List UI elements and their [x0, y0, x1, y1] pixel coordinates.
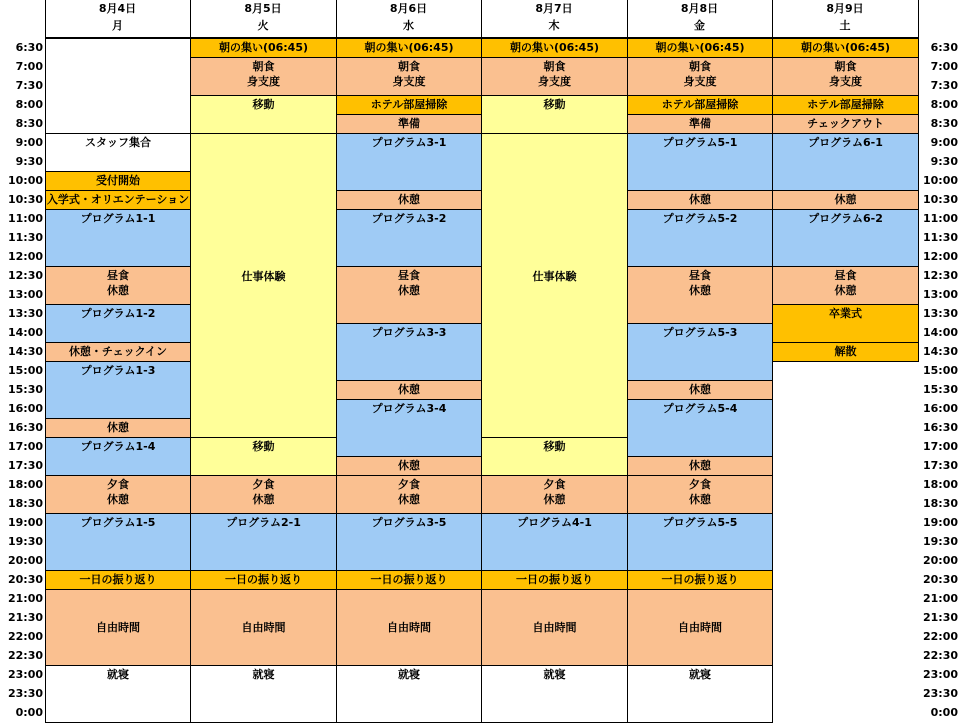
- block-label: プログラム3-1: [371, 136, 447, 149]
- schedule-block[interactable]: [190, 38, 337, 58]
- block-label: 自由時間: [532, 621, 577, 634]
- time-label-right: 18:00: [922, 478, 958, 491]
- header-date: 8月6日: [389, 2, 428, 15]
- schedule-block[interactable]: [481, 437, 628, 476]
- time-label-right: 10:00: [922, 174, 958, 187]
- block-label: プログラム5-5: [662, 516, 738, 529]
- schedule-block[interactable]: [772, 38, 919, 58]
- block-label: プログラム5-1: [662, 136, 738, 149]
- block-label: プログラム3-5: [371, 516, 447, 529]
- block-label: 解散: [834, 345, 857, 358]
- block-label: プログラム5-2: [662, 212, 738, 225]
- time-label-left: 9:30: [15, 155, 43, 168]
- time-label-right: 7:30: [930, 79, 958, 92]
- schedule-block[interactable]: [336, 589, 482, 666]
- block-label: 卒業式: [829, 307, 862, 320]
- header-date: 8月8日: [680, 2, 719, 15]
- header-date: 8月7日: [535, 2, 573, 15]
- schedule-block[interactable]: [45, 171, 191, 191]
- time-label-left: 8:00: [15, 98, 43, 111]
- block-label: 朝の集い(06:45): [509, 41, 600, 54]
- block-label: 朝の集い(06:45): [218, 41, 309, 54]
- block-label: 休憩: [689, 383, 711, 396]
- time-label-left: 22:00: [7, 630, 43, 643]
- schedule-block[interactable]: [190, 665, 337, 723]
- schedule-block[interactable]: [45, 38, 191, 134]
- block-label: 夕食: [252, 478, 275, 491]
- schedule-block[interactable]: [336, 399, 482, 457]
- block-label: 昼食: [689, 269, 711, 282]
- block-label: プログラム5-4: [662, 402, 738, 415]
- time-label-right: 22:30: [922, 649, 958, 662]
- block-label: 身支度: [247, 75, 280, 88]
- schedule-block[interactable]: [336, 475, 482, 514]
- schedule-block[interactable]: [481, 133, 628, 438]
- block-label: プログラム3-2: [371, 212, 447, 225]
- schedule-block[interactable]: [627, 589, 773, 666]
- time-label-left: 8:30: [15, 117, 43, 130]
- schedule-block[interactable]: [336, 456, 482, 476]
- block-label: プログラム1-5: [80, 516, 156, 529]
- block-label: 仕事体験: [532, 270, 577, 283]
- schedule-block[interactable]: [336, 95, 482, 115]
- schedule-block[interactable]: [627, 380, 773, 400]
- schedule-block[interactable]: [45, 418, 191, 438]
- block-label: 自由時間: [241, 621, 286, 634]
- time-label-left: 7:00: [15, 60, 43, 73]
- block-label: 一日の振り返り: [661, 573, 739, 586]
- schedule-block[interactable]: [336, 323, 482, 381]
- time-label-left: 16:00: [7, 402, 43, 415]
- time-label-left: 14:00: [7, 326, 43, 339]
- schedule-block[interactable]: [336, 190, 482, 210]
- schedule-block[interactable]: [190, 475, 337, 514]
- block-label: 身支度: [392, 75, 426, 88]
- time-label-right: 15:30: [922, 383, 958, 396]
- schedule-block[interactable]: [627, 57, 773, 96]
- block-label: 身支度: [829, 75, 862, 88]
- schedule-block[interactable]: [627, 456, 773, 476]
- header-bottom-border: [45, 37, 918, 38]
- schedule-block[interactable]: [190, 589, 337, 666]
- block-label: 朝の集い(06:45): [364, 41, 454, 54]
- time-label-right: 22:00: [922, 630, 958, 643]
- block-label: 朝の集い(06:45): [800, 41, 891, 54]
- block-label: チェックアウト: [807, 117, 884, 130]
- block-label: 朝食: [543, 60, 566, 73]
- block-label: 朝食: [398, 60, 420, 73]
- block-label: ホテル部屋掃除: [370, 98, 448, 111]
- header-weekday: 水: [403, 19, 414, 32]
- block-label: 夕食: [543, 478, 566, 491]
- header-date: 8月9日: [826, 2, 864, 15]
- time-label-left: 12:00: [7, 250, 43, 263]
- header-weekday: 金: [694, 19, 705, 32]
- block-label: 休憩: [398, 459, 420, 472]
- schedule-block[interactable]: [190, 437, 337, 476]
- header-date: 8月4日: [98, 2, 137, 15]
- schedule-block[interactable]: [45, 589, 191, 666]
- time-label-left: 10:30: [7, 193, 43, 206]
- block-label: 自由時間: [387, 621, 431, 634]
- schedule-block[interactable]: [772, 342, 919, 362]
- block-label: 朝食: [689, 60, 711, 73]
- block-label: プログラム6-2: [808, 212, 883, 225]
- time-label-right: 20:00: [922, 554, 958, 567]
- block-label: 準備: [398, 117, 420, 130]
- block-label: プログラム2-1: [226, 516, 301, 529]
- time-label-right: 14:00: [922, 326, 958, 339]
- time-label-right: 12:00: [922, 250, 958, 263]
- block-label: 休憩: [834, 193, 857, 206]
- schedule-block[interactable]: [336, 114, 482, 134]
- time-label-left: 23:30: [7, 687, 43, 700]
- schedule-block[interactable]: [627, 475, 773, 514]
- block-label: 休憩: [107, 493, 129, 506]
- block-label: 昼食: [834, 269, 857, 282]
- schedule-block[interactable]: [481, 589, 628, 666]
- time-label-right: 6:30: [930, 41, 958, 54]
- time-label-right: 17:00: [922, 440, 958, 453]
- block-label: 昼食: [398, 269, 420, 282]
- schedule-block[interactable]: [772, 209, 919, 267]
- schedule-block[interactable]: [336, 38, 482, 58]
- schedule-block[interactable]: [481, 513, 628, 571]
- schedule-block[interactable]: [45, 209, 191, 267]
- schedule-block[interactable]: [481, 475, 628, 514]
- schedule-block[interactable]: [772, 266, 919, 305]
- schedule-block[interactable]: [45, 304, 191, 343]
- block-label: 夕食: [689, 478, 711, 491]
- block-label: 入学式・オリエンテーション: [46, 193, 190, 206]
- header-date: 8月5日: [244, 2, 282, 15]
- block-label: プログラム5-3: [662, 326, 738, 339]
- time-label-left: 20:30: [7, 573, 43, 586]
- block-label: 休憩: [252, 493, 275, 506]
- header-divider: [481, 0, 482, 38]
- block-label: ホテル部屋掃除: [661, 98, 739, 111]
- block-label: 休憩: [689, 493, 711, 506]
- time-label-right: 19:30: [922, 535, 958, 548]
- time-label-right: 13:30: [922, 307, 958, 320]
- schedule-block[interactable]: [45, 665, 191, 723]
- schedule-block[interactable]: [627, 114, 773, 134]
- time-label-left: 20:00: [7, 554, 43, 567]
- block-label: 移動: [543, 440, 566, 453]
- block-label: 就寝: [107, 668, 129, 681]
- schedule-block[interactable]: [627, 665, 773, 723]
- time-label-left: 21:30: [7, 611, 43, 624]
- block-label: 休憩: [834, 284, 857, 297]
- block-label: 休憩: [398, 284, 420, 297]
- time-label-right: 8:00: [930, 98, 958, 111]
- header-weekday: 土: [839, 19, 851, 32]
- schedule-block[interactable]: [772, 114, 919, 134]
- schedule-block[interactable]: [45, 570, 191, 590]
- block-label: 仕事体験: [241, 270, 286, 283]
- time-label-right: 15:00: [922, 364, 958, 377]
- header-divider: [772, 0, 773, 38]
- block-label: 身支度: [538, 75, 571, 88]
- time-label-right: 16:00: [922, 402, 958, 415]
- time-label-right: 9:00: [930, 136, 958, 149]
- time-label-left: 0:00: [15, 706, 43, 719]
- block-label: 休憩: [107, 284, 129, 297]
- schedule-block[interactable]: [45, 513, 191, 571]
- block-label: プログラム3-4: [371, 402, 447, 415]
- schedule-block[interactable]: [481, 665, 628, 723]
- block-label: 休憩: [689, 284, 711, 297]
- block-label: 昼食: [107, 269, 129, 282]
- time-label-left: 14:30: [7, 345, 43, 358]
- block-label: 休憩: [398, 493, 420, 506]
- schedule-block[interactable]: [627, 95, 773, 115]
- block-label: ホテル部屋掃除: [807, 98, 884, 111]
- block-label: 朝食: [834, 60, 857, 73]
- time-label-right: 21:30: [922, 611, 958, 624]
- schedule-block[interactable]: [627, 323, 773, 381]
- schedule-block[interactable]: [627, 266, 773, 324]
- schedule-block[interactable]: [45, 437, 191, 476]
- time-label-right: 16:30: [922, 421, 958, 434]
- time-label-left: 7:30: [15, 79, 43, 92]
- schedule-block[interactable]: [336, 266, 482, 324]
- time-label-left: 10:00: [7, 174, 43, 187]
- schedule-block[interactable]: [336, 570, 482, 590]
- schedule-block[interactable]: [45, 342, 191, 362]
- block-label: 移動: [252, 440, 275, 453]
- time-label-left: 19:30: [7, 535, 43, 548]
- time-label-left: 9:00: [15, 136, 43, 149]
- schedule-block[interactable]: [772, 95, 919, 115]
- time-label-right: 14:30: [922, 345, 958, 358]
- block-label: 自由時間: [678, 621, 722, 634]
- block-label: 休憩: [398, 193, 420, 206]
- block-label: 受付開始: [96, 174, 140, 187]
- block-label: プログラム4-1: [517, 516, 592, 529]
- block-label: プログラム1-3: [80, 364, 156, 377]
- time-label-left: 18:00: [7, 478, 43, 491]
- schedule-block[interactable]: [627, 38, 773, 58]
- time-label-right: 23:00: [922, 668, 958, 681]
- header-weekday: 火: [257, 19, 269, 32]
- schedule-block[interactable]: [190, 513, 337, 571]
- block-label: 移動: [543, 98, 566, 111]
- block-label: 休憩: [398, 383, 420, 396]
- schedule-block[interactable]: [627, 399, 773, 457]
- schedule-block[interactable]: [481, 95, 628, 134]
- schedule-block[interactable]: [481, 57, 628, 96]
- block-label: プログラム3-3: [371, 326, 447, 339]
- time-label-left: 18:30: [7, 497, 43, 510]
- block-label: 休憩: [689, 193, 711, 206]
- schedule-block[interactable]: [772, 133, 919, 191]
- schedule-block[interactable]: [627, 209, 773, 267]
- schedule-block[interactable]: [190, 570, 337, 590]
- time-label-right: 13:00: [922, 288, 958, 301]
- time-label-left: 15:00: [7, 364, 43, 377]
- schedule-block[interactable]: [481, 38, 628, 58]
- time-label-right: 20:30: [922, 573, 958, 586]
- block-label: 朝の集い(06:45): [655, 41, 745, 54]
- time-label-right: 19:00: [922, 516, 958, 529]
- schedule-block[interactable]: [190, 133, 337, 438]
- block-label: 一日の振り返り: [225, 573, 302, 586]
- block-label: 準備: [689, 117, 711, 130]
- header-weekday: 木: [548, 19, 560, 32]
- block-label: 一日の振り返り: [516, 573, 593, 586]
- block-label: プログラム1-4: [80, 440, 156, 453]
- header-divider: [918, 0, 919, 38]
- time-label-left: 11:00: [7, 212, 43, 225]
- time-label-left: 17:00: [7, 440, 43, 453]
- schedule-block[interactable]: [627, 513, 773, 571]
- time-label-left: 13:30: [7, 307, 43, 320]
- block-label: 夕食: [398, 478, 420, 491]
- schedule-block[interactable]: [336, 133, 482, 191]
- schedule-block[interactable]: [627, 190, 773, 210]
- block-label: 就寝: [398, 668, 420, 681]
- time-label-right: 17:30: [922, 459, 958, 472]
- time-label-left: 11:30: [7, 231, 43, 244]
- time-label-right: 12:30: [922, 269, 958, 282]
- time-label-left: 12:30: [7, 269, 43, 282]
- header-weekday: 月: [112, 19, 123, 32]
- schedule-block[interactable]: [190, 57, 337, 96]
- block-label: プログラム1-1: [80, 212, 156, 225]
- time-label-right: 8:30: [930, 117, 958, 130]
- block-label: プログラム1-2: [80, 307, 156, 320]
- schedule-block[interactable]: [772, 190, 919, 210]
- time-label-right: 0:00: [930, 706, 958, 719]
- block-label: 休憩・チェックイン: [68, 345, 168, 358]
- schedule-block[interactable]: [336, 209, 482, 267]
- time-label-right: 23:30: [922, 687, 958, 700]
- header-divider: [336, 0, 337, 38]
- block-label: 自由時間: [96, 621, 140, 634]
- time-label-right: 9:30: [930, 155, 958, 168]
- time-label-left: 16:30: [7, 421, 43, 434]
- block-label: 移動: [252, 98, 275, 111]
- time-label-right: 21:00: [922, 592, 958, 605]
- block-label: 一日の振り返り: [79, 573, 157, 586]
- block-label: 休憩: [543, 493, 566, 506]
- schedule-block[interactable]: [481, 570, 628, 590]
- grid-border-left: [45, 0, 46, 720]
- schedule-block[interactable]: [45, 361, 191, 419]
- schedule-block[interactable]: [45, 266, 191, 305]
- time-label-left: 17:30: [7, 459, 43, 472]
- time-label-left: 13:00: [7, 288, 43, 301]
- time-label-left: 15:30: [7, 383, 43, 396]
- block-label: 休憩: [107, 421, 129, 434]
- time-label-right: 10:30: [922, 193, 958, 206]
- header-divider: [190, 0, 191, 38]
- time-label-right: 11:00: [922, 212, 958, 225]
- time-label-left: 19:00: [7, 516, 43, 529]
- block-label: 夕食: [107, 478, 129, 491]
- schedule-block[interactable]: [336, 513, 482, 571]
- time-label-right: 7:00: [930, 60, 958, 73]
- block-label: 就寝: [689, 668, 711, 681]
- schedule-block[interactable]: [772, 57, 919, 96]
- block-label: 休憩: [689, 459, 711, 472]
- block-label: 就寝: [252, 668, 275, 681]
- block-label: 一日の振り返り: [370, 573, 448, 586]
- time-label-left: 21:00: [7, 592, 43, 605]
- schedule-block[interactable]: [45, 475, 191, 514]
- schedule-block[interactable]: [627, 570, 773, 590]
- block-label: プログラム6-1: [808, 136, 883, 149]
- time-label-right: 11:30: [922, 231, 958, 244]
- schedule-block[interactable]: [627, 133, 773, 191]
- block-label: 朝食: [252, 60, 275, 73]
- time-label-left: 22:30: [7, 649, 43, 662]
- schedule-block[interactable]: [336, 380, 482, 400]
- schedule-block[interactable]: [336, 57, 482, 96]
- block-label: 就寝: [543, 668, 566, 681]
- time-label-left: 6:30: [15, 41, 43, 54]
- time-label-right: 18:30: [922, 497, 958, 510]
- schedule-block[interactable]: [45, 190, 191, 210]
- schedule-block[interactable]: [336, 665, 482, 723]
- schedule-block[interactable]: [190, 95, 337, 134]
- schedule-block[interactable]: [45, 133, 191, 172]
- block-label: スタッフ集合: [85, 136, 151, 149]
- header-divider: [627, 0, 628, 38]
- block-label: 身支度: [683, 75, 717, 88]
- time-label-left: 23:00: [7, 668, 43, 681]
- schedule-block[interactable]: [772, 304, 919, 343]
